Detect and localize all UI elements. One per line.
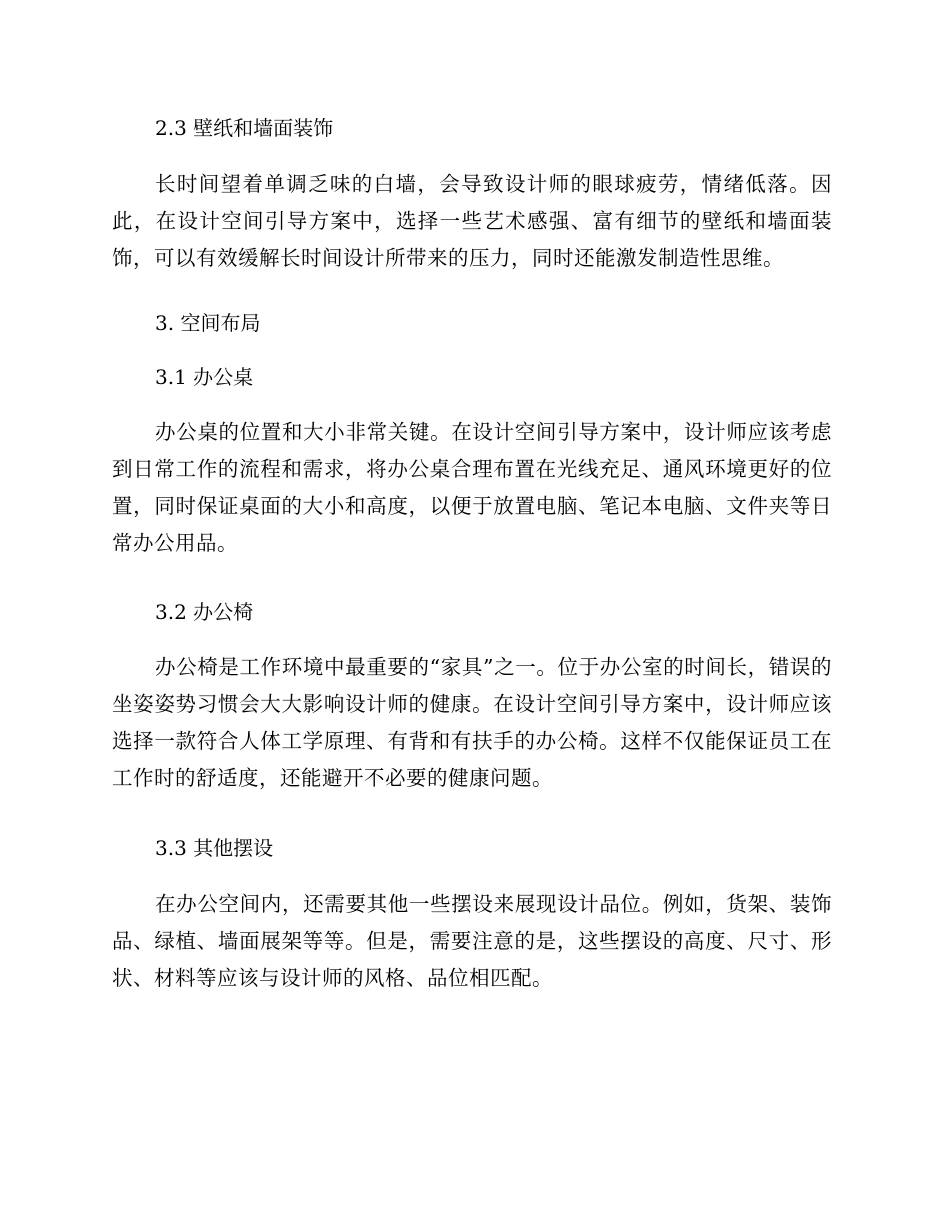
section-paragraph-3-3: 在办公空间内，还需要其他一些摆设来展现设计品位。例如，货架、装饰品、绿植、墙面展架等等。但是，需要注意的是，这些摆设的高度、尺寸、形状、材料等应该与设计师的风格、品位相匹配。: [112, 892, 832, 990]
section-paragraph-3-1: 办公桌的位置和大小非常关键。在设计空间引导方案中，设计师应该考虑到日常工作的流程和需求，将办公桌合理布置在光线充足、通风环境更好的位置，同时保证桌面的大小和高度，以便于放置电脑、笔记本电脑、文件夹等日常办公用品。: [112, 420, 832, 555]
section-heading-3-1: 3.1 办公桌: [155, 365, 254, 389]
section-paragraph-3-2: 办公椅是工作环境中最重要的“家具”之一。位于办公室的时间长，错误的坐姿姿势习惯会大大影响设计师的健康。在设计空间引导方案中，设计师应该选择一款符合人体工学原理、有背和有扶手的办公椅。这样不仅能保证员工在工作时的舒适度，还能避开不必要的健康问题。: [112, 655, 832, 790]
section-heading-3: 3. 空间布局: [155, 311, 261, 335]
section-heading-3-3: 3.3 其他摆设: [155, 836, 274, 860]
section-heading-2-3: 2.3 壁纸和墙面装饰: [155, 116, 334, 140]
section-heading-3-2: 3.2 办公椅: [155, 600, 254, 624]
section-paragraph-2-3: 长时间望着单调乏味的白墙，会导致设计师的眼球疲劳，情绪低落。因此，在设计空间引导方案中，选择一些艺术感强、富有细节的壁纸和墙面装饰，可以有效缓解长时间设计所带来的压力，同时还能激发制造性思维。: [112, 172, 832, 270]
